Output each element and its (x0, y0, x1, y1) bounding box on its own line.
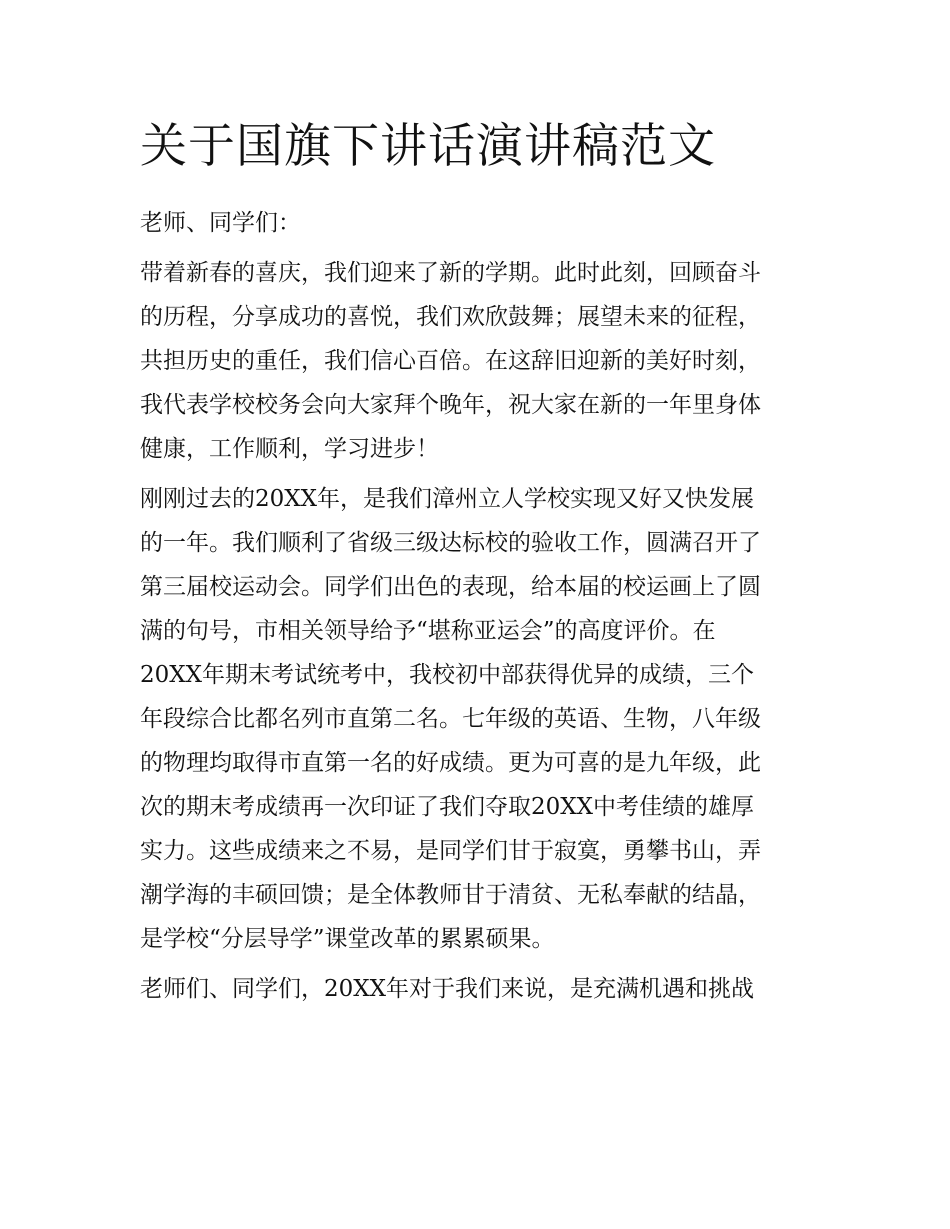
paragraph-2-line: 刚刚过去的20XX年，是我们漳州立人学校实现又好又快发展 (140, 486, 755, 512)
document-title: 关于国旗下讲话演讲稿范文 (140, 119, 716, 174)
paragraph-2-line: 满的句号，市相关领导给予“堪称亚运会”的高度评价。在 (140, 618, 716, 644)
paragraph-1-line: 的历程，分享成功的喜悦，我们欢欣鼓舞；展望未来的征程， (140, 304, 761, 330)
paragraph-1-line: 带着新春的喜庆，我们迎来了新的学期。此时此刻，回顾奋斗 (140, 260, 761, 286)
paragraph-2-line: 的一年。我们顺利了省级三级达标校的验收工作，圆满召开了 (140, 530, 761, 556)
paragraph-2-line: 潮学海的丰硕回馈；是全体教师甘于清贫、无私奉献的结晶， (140, 882, 761, 908)
paragraph-2-line: 是学校“分层导学”课堂改革的累累硕果。 (140, 926, 555, 952)
paragraph-2-line: 20XX年期末考试统考中，我校初中部获得优异的成绩，三个 (140, 662, 755, 688)
paragraph-2-line: 实力。这些成绩来之不易，是同学们甘于寂寞，勇攀书山，弄 (140, 838, 761, 864)
paragraph-1-line: 共担历史的重任，我们信心百倍。在这辞旧迎新的美好时刻， (140, 348, 761, 374)
salutation-line: 老师、同学们： (140, 210, 301, 236)
paragraph-1-line: 健康，工作顺利，学习进步！ (140, 436, 439, 462)
paragraph-2-line: 年段综合比都名列市直第二名。七年级的英语、生物，八年级 (140, 706, 761, 732)
paragraph-2-line: 第三届校运动会。同学们出色的表现，给本届的校运画上了圆 (140, 574, 761, 600)
paragraph-3-line: 老师们、同学们，20XX年对于我们来说，是充满机遇和挑战 (140, 976, 755, 1002)
paragraph-1-line: 我代表学校校务会向大家拜个晚年，祝大家在新的一年里身体 (140, 392, 761, 418)
paragraph-2-line: 次的期末考成绩再一次印证了我们夺取20XX中考佳绩的雄厚 (140, 794, 755, 820)
paragraph-2-line: 的物理均取得市直第一名的好成绩。更为可喜的是九年级，此 (140, 750, 761, 776)
document-body (140, 201, 830, 1011)
